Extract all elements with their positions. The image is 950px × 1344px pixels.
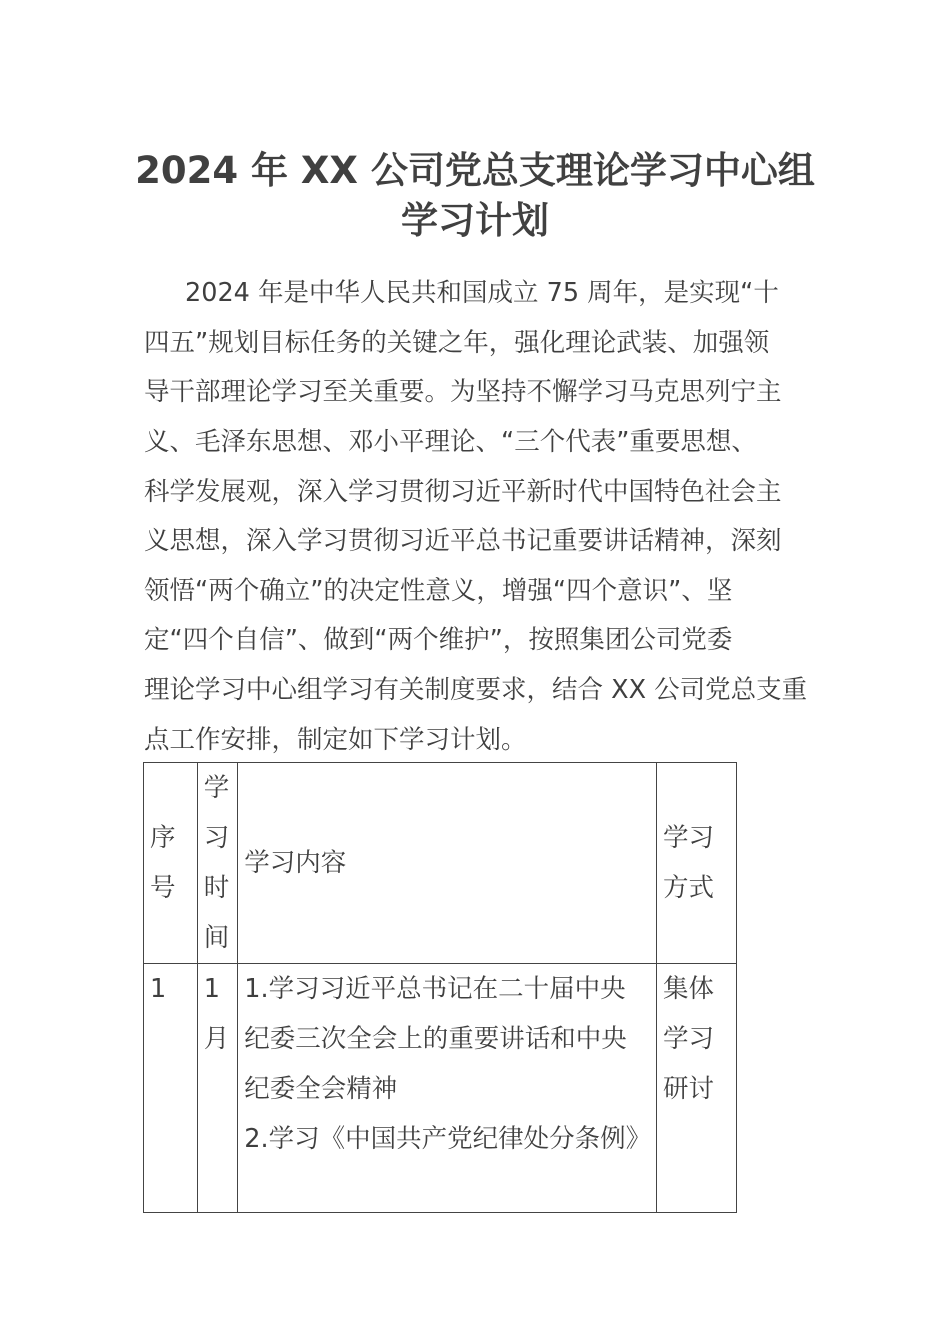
content-item: 2.学习《中国共产党纪律处分条例》 — [244, 1124, 652, 1154]
paragraph-line: 科学发展观，深入学习贯彻习近平新时代中国特色社会主 — [144, 477, 782, 507]
paragraph-line: 义、毛泽东思想、邓小平理论、“三个代表”重要思想、 — [144, 427, 757, 457]
paragraph-line: 理论学习中心组学习有关制度要求，结合 XX 公司党总支重 — [144, 675, 808, 705]
paragraph-line: 点工作安排，制定如下学习计划。 — [144, 725, 527, 755]
paragraph-line: 2024 年是中华人民共和国成立 75 周年，是实现“十 — [185, 278, 779, 308]
header-method-cell — [656, 763, 736, 964]
header-time-cell — [197, 763, 238, 964]
row-method: 集体学习研讨 — [662, 974, 714, 1104]
document-title-line-1: 2024 年 XX 公司党总支理论学习中心组 — [135, 149, 815, 192]
header-method: 学习方式 — [662, 823, 714, 903]
row-content-cell — [238, 964, 657, 1213]
header-content-cell — [238, 763, 657, 964]
header-content: 学习内容 — [244, 848, 347, 878]
study-plan-table — [143, 762, 737, 1213]
paragraph-line: 定“四个自信”、做到“两个维护”，按照集团公司党委 — [144, 625, 733, 655]
paragraph-line: 四五”规划目标任务的关键之年，强化理论武装、加强领 — [144, 328, 770, 358]
content-item: 1.学习习近平总书记在二十届中央纪委三次全会上的重要讲话和中央纪委全会精神 — [244, 974, 627, 1104]
document-title-line-2: 学习计划 — [401, 199, 549, 242]
row-index-cell — [144, 964, 198, 1213]
row-time: 1月 — [203, 974, 230, 1054]
row-index: 1 — [150, 974, 167, 1004]
paragraph-line: 义思想，深入学习贯彻习近平总书记重要讲话精神，深刻 — [144, 526, 782, 556]
header-index-cell — [144, 763, 198, 964]
header-index: 序号 — [150, 823, 176, 903]
row-method-cell — [656, 964, 736, 1213]
paragraph-line: 领悟“两个确立”的决定性意义，增强“四个意识”、坚 — [144, 576, 733, 606]
table-row — [144, 964, 737, 1213]
header-time: 学习时间 — [203, 773, 230, 953]
row-time-cell — [197, 964, 238, 1213]
table-header-row — [144, 763, 737, 964]
paragraph-line: 导干部理论学习至关重要。为坚持不懈学习马克思列宁主 — [144, 377, 782, 407]
